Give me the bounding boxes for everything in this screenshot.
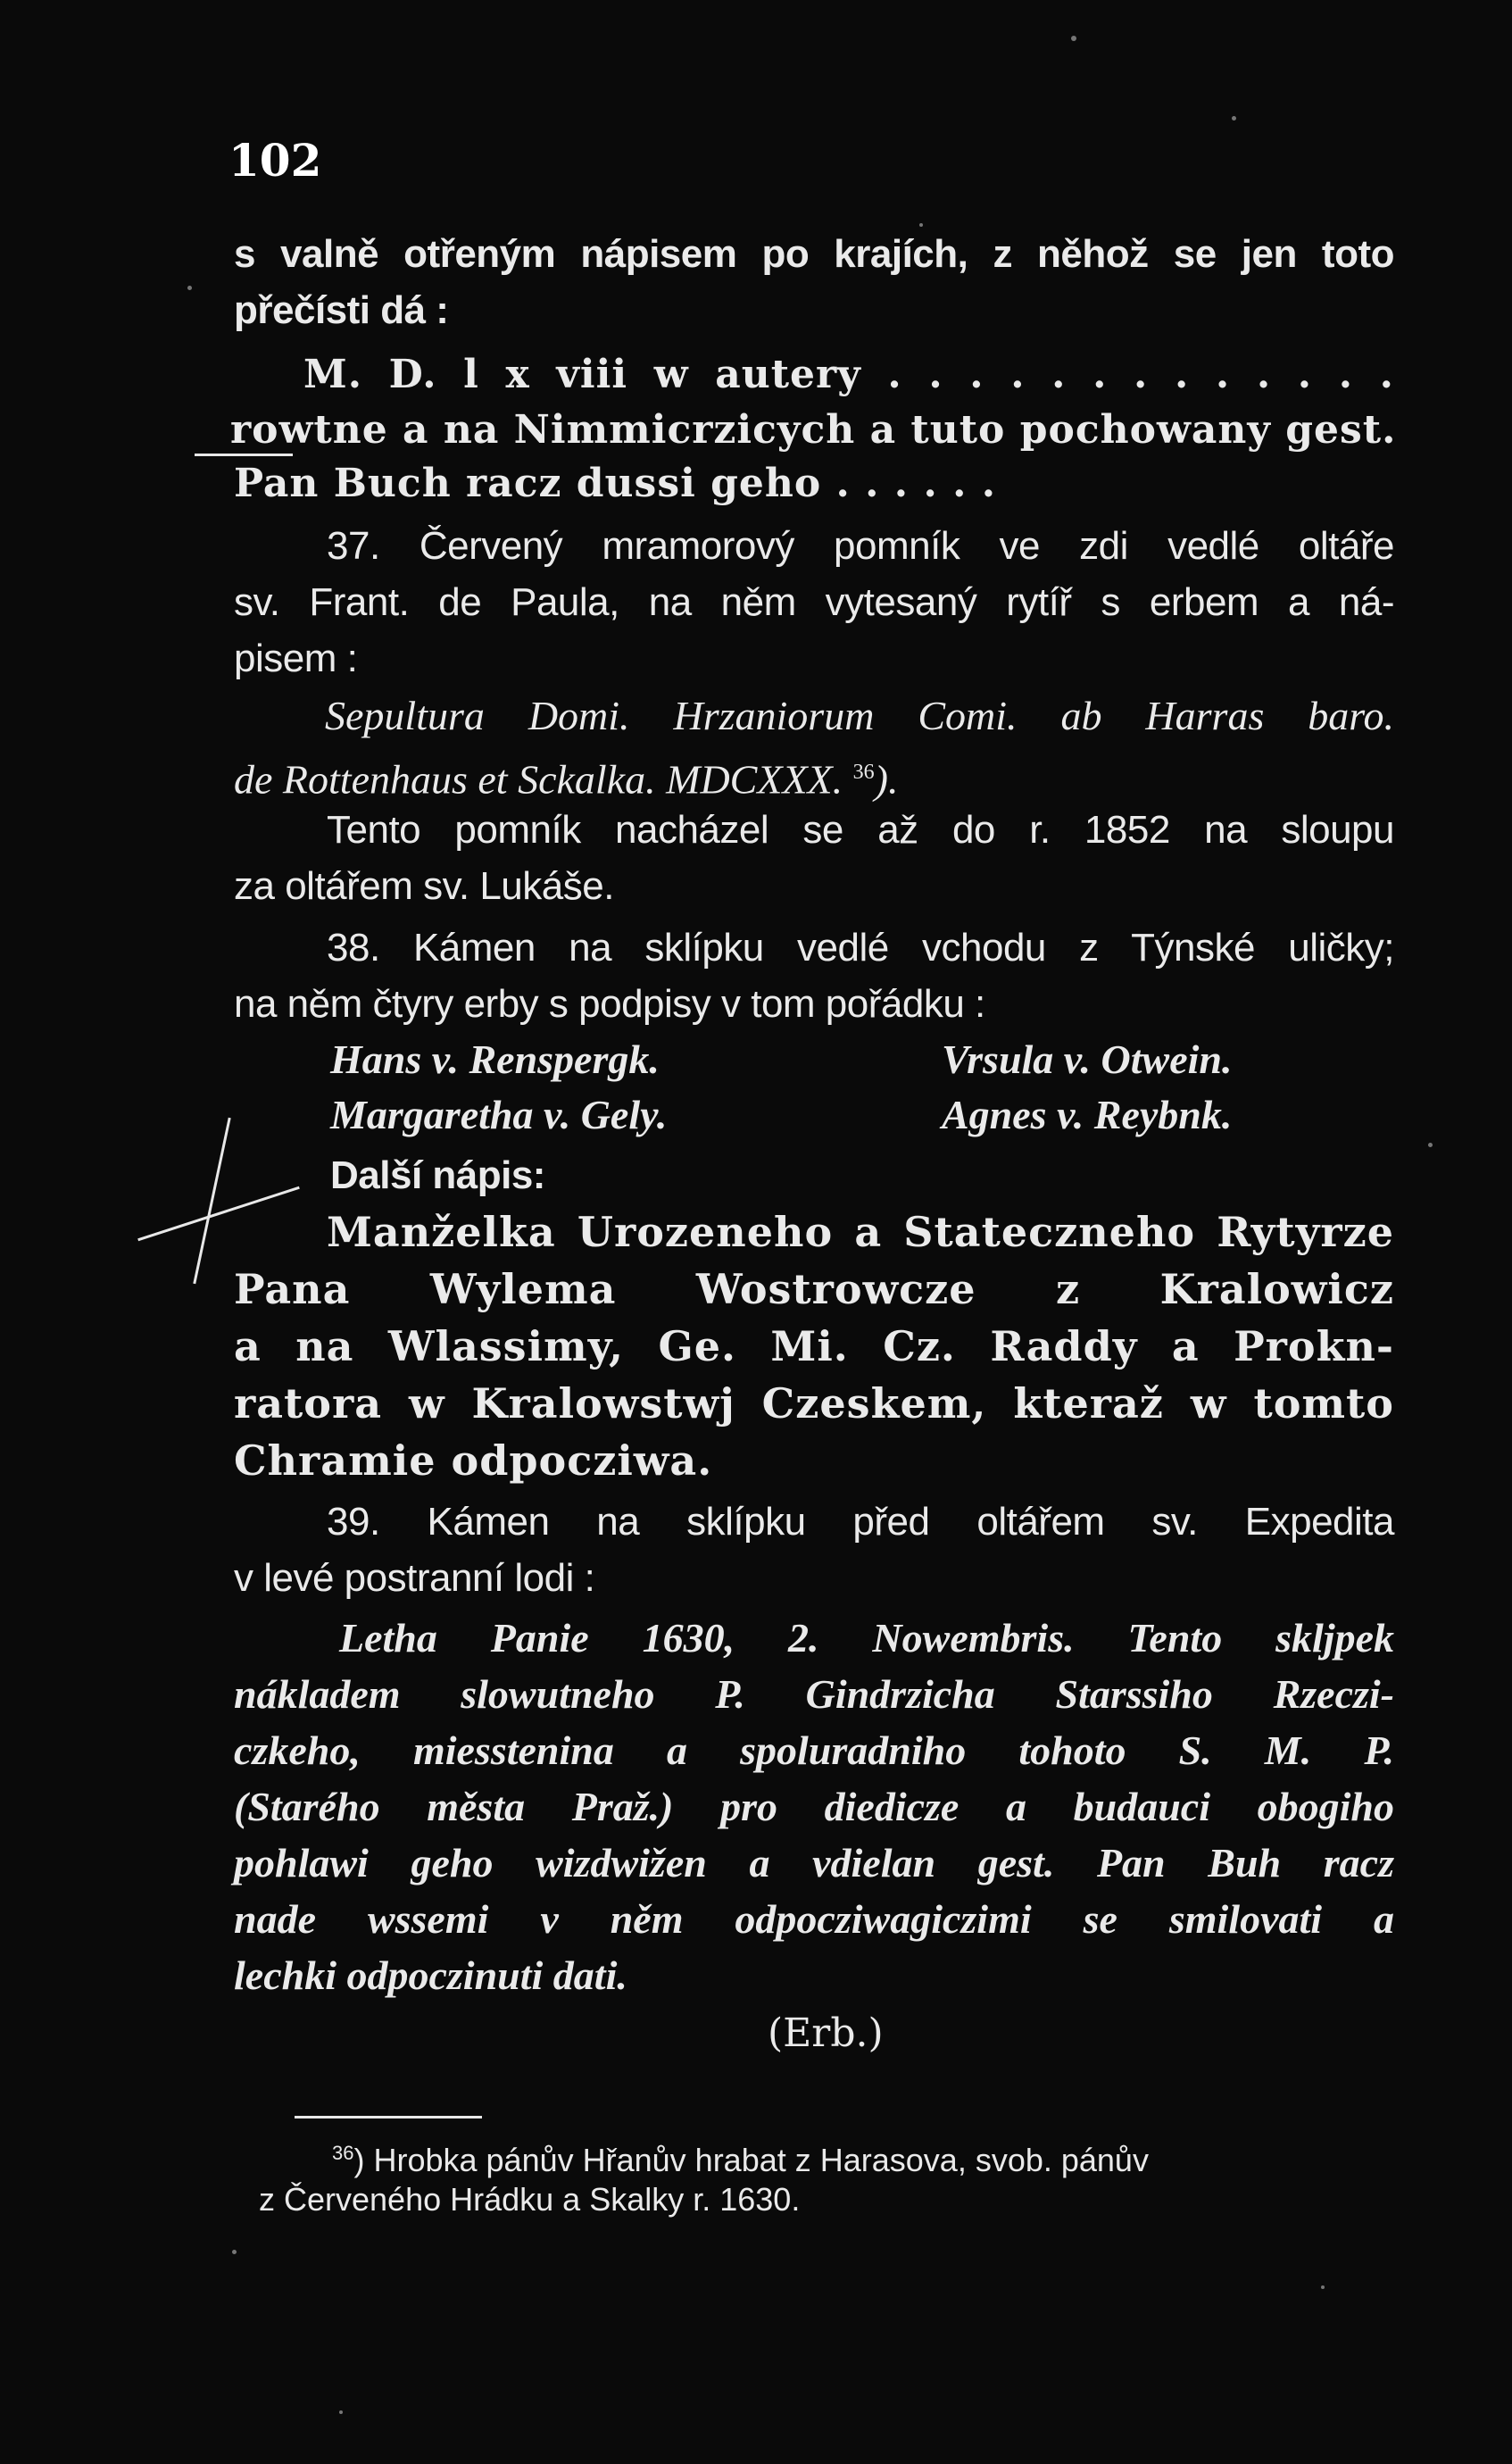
text-line: přečísti dá : (234, 288, 449, 332)
scan-speck (339, 2410, 343, 2414)
fraktur-line: a na Wlassimy, Ge. Mi. Cz. Raddy a Prokn- (234, 1322, 1394, 1370)
text-line: za oltářem sv. Lukáše. (234, 864, 614, 908)
fraktur-line: Pan Buch racz dussi geho . . . . . . (234, 461, 997, 506)
inscription-line: czkeho, miesstenina a spoluradniho tohoto S. M. P. (234, 1727, 1394, 1773)
erb-label: (Erb.) (768, 2010, 884, 2056)
fraktur-line: rowtne a na Nimmicrzicych a tuto pochowany gest. (230, 407, 1397, 453)
scan-speck (919, 223, 923, 227)
scan-speck (187, 286, 192, 290)
text-line: v levé postranní lodi : (234, 1556, 595, 1600)
latin-line: Sepultura Domi. Hrzaniorum Comi. ab Harras baro. (325, 693, 1394, 738)
inscription-line: nade wssemi v něm odpocziwagiczimi se smilovati a (234, 1896, 1394, 1942)
text-line: sv. Frant. de Paula, na něm vytesaný rytíř s erbem a ná- (234, 580, 1394, 624)
latin-line-text: de Rottenhaus et Sckalka. MDCXXX. (234, 756, 843, 803)
handwritten-mark (193, 1118, 230, 1284)
footnote-text: ) Hrobka pánův Hřanův hrabat z Harasova, svob. pánův (353, 2142, 1149, 2178)
text-line: 37. Červený mramorový pomník ve zdi vedlé oltáře (327, 524, 1394, 568)
name-entry: Agnes v. Reybnk. (942, 1092, 1233, 1137)
handwritten-mark (137, 1186, 300, 1242)
inscription-line: pohlawi geho wizdwižen a vdielan gest. Pan Buh racz (234, 1840, 1394, 1885)
text-line: 39. Kámen na sklípku před oltářem sv. Expedita (327, 1500, 1394, 1544)
fraktur-line: Manželka Urozeneho a Stateczneho Rytyrze (327, 1208, 1394, 1256)
text-line: na něm čtyry erby s podpisy v tom pořádku : (234, 982, 985, 1026)
footnote-ref: 36 (852, 761, 875, 784)
latin-line: de Rottenhaus et Sckalka. MDCXXX. $^{36}$). (234, 756, 899, 803)
footnote-line (332, 2132, 1149, 2182)
footnote-line: z Červeného Hrádku a Skalky r. 1630. (259, 2181, 801, 2218)
fraktur-line: Pana Wylema Wostrowcze z Kralowicz (234, 1265, 1394, 1313)
fraktur-line: ratora w Kralowstwj Czeskem, kteraž w tomto (234, 1379, 1394, 1428)
handwritten-mark (195, 454, 293, 456)
scan-speck (1428, 1143, 1433, 1147)
footnote-rule (295, 2116, 482, 2119)
text-line: Další nápis: (330, 1153, 545, 1197)
name-entry: Margaretha v. Gely. (330, 1092, 668, 1137)
fraktur-line: M. D. l x viii w autery . . . . . . . . . . . . . (303, 352, 1394, 397)
scan-speck (1071, 36, 1076, 41)
scan-speck (1321, 2285, 1325, 2289)
text-line: s valně otřeným nápisem po krajích, z něhož se jen toto (234, 232, 1394, 276)
page-number: 102 (228, 134, 322, 187)
footnote-number: 36 (332, 2142, 354, 2164)
inscription-line: nákladem slowutneho P. Gindrzicha Starssiho Rzeczi- (234, 1671, 1394, 1717)
name-entry: Hans v. Renspergk. (330, 1036, 660, 1082)
inscription-line: Letha Panie 1630, 2. Nowembris. Tento skljpek (339, 1615, 1394, 1661)
name-entry: Vrsula v. Otwein. (942, 1036, 1233, 1082)
scan-speck (1232, 116, 1236, 121)
text-line: pisem : (234, 637, 358, 680)
scan-speck (232, 2250, 237, 2254)
inscription-line: lechki odpoczinuti dati. (234, 1952, 627, 1998)
text-line: Tento pomník nacházel se až do r. 1852 na sloupu (327, 808, 1394, 852)
fraktur-line: Chramie odpocziwa. (234, 1436, 713, 1485)
inscription-line: (Starého města Praž.) pro diedicze a budauci obogiho (234, 1784, 1394, 1829)
text-line: 38. Kámen na sklípku vedlé vchodu z Týnské uličky; (327, 926, 1394, 970)
